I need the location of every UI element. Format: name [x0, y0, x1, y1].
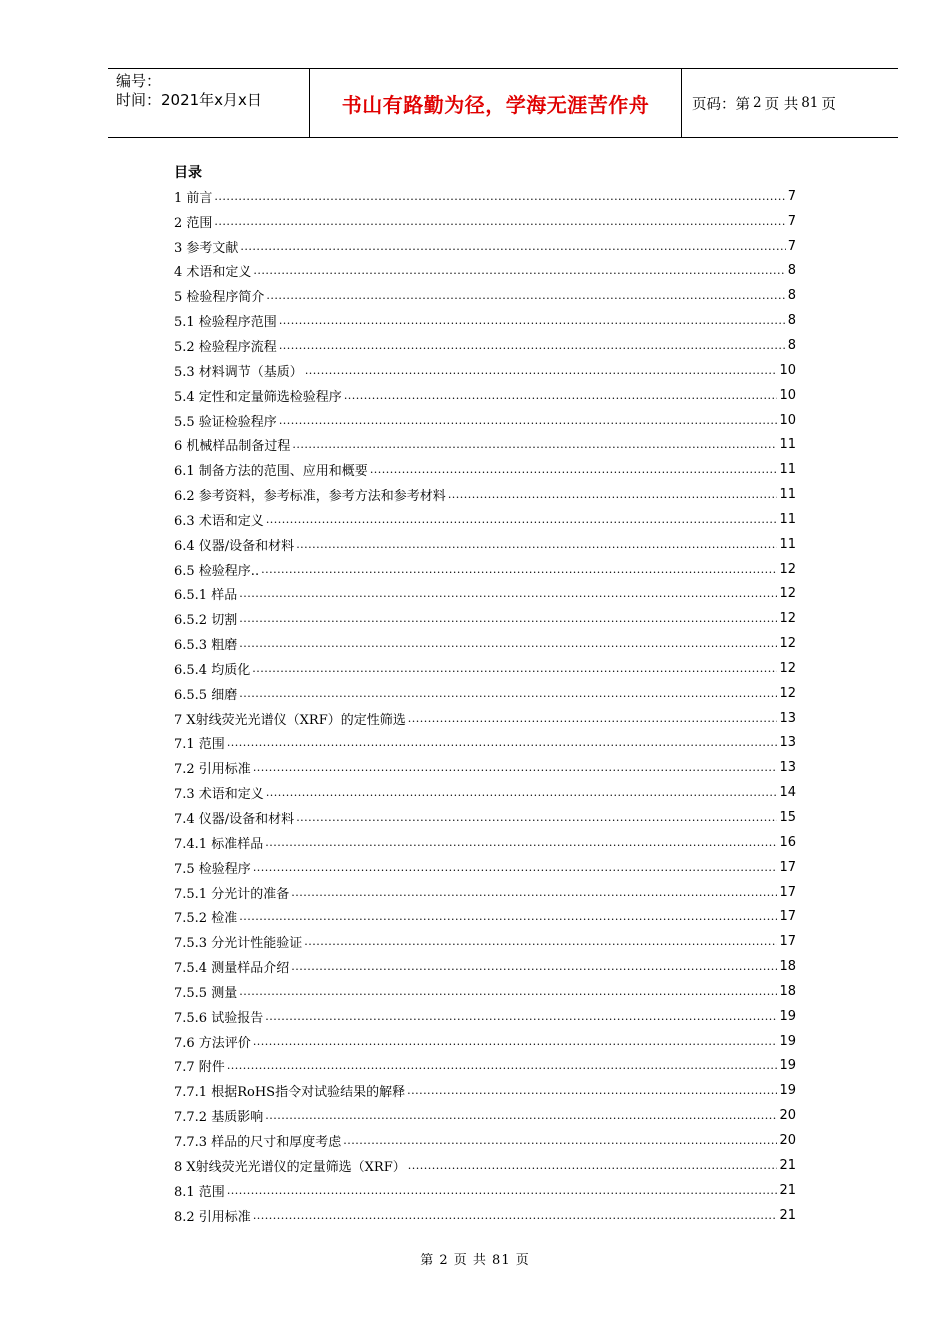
toc-leader-dots [448, 488, 778, 501]
toc-entry-page: 12 [779, 660, 796, 676]
toc-entry-title: 8.2 引用标准 [174, 1206, 253, 1225]
toc-leader-dots [305, 364, 778, 377]
toc-leader-dots [279, 339, 786, 352]
page-prefix: 页码：第 [692, 96, 750, 113]
table-of-contents [174, 184, 796, 1227]
toc-entry-title: 7.2 引用标准 [174, 758, 253, 777]
toc-entry-page: 11 [779, 437, 796, 453]
toc-entry-title: 6.5.2 切割 [174, 609, 239, 628]
toc-entry-page: 11 [779, 487, 796, 503]
toc-leader-dots [239, 910, 777, 923]
toc-entry[interactable] [174, 557, 796, 582]
toc-entry-page: 8 [787, 288, 796, 304]
toc-leader-dots [408, 712, 778, 725]
toc-entry-page: 11 [779, 536, 796, 552]
toc-entry[interactable] [174, 954, 796, 979]
toc-leader-dots [408, 1159, 778, 1172]
toc-entry-title: 7.5.1 分光计的准备 [174, 883, 291, 902]
toc-leader-dots [265, 1010, 777, 1023]
page-number: 2 [753, 95, 762, 111]
toc-entry[interactable] [174, 283, 796, 308]
toc-entry[interactable] [174, 482, 796, 507]
toc-entry-title: 7 X射线荧光光谱仪（XRF）的定性筛选 [174, 709, 408, 728]
toc-leader-dots [407, 1084, 777, 1097]
toc-entry[interactable] [174, 507, 796, 532]
toc-leader-dots [240, 240, 785, 253]
toc-leader-dots [239, 687, 777, 700]
toc-entry-title: 2 范围 [174, 212, 214, 231]
toc-entry[interactable] [174, 805, 796, 830]
toc-leader-dots [370, 463, 778, 476]
time-label: 时间：2021年x月x日 [116, 91, 262, 109]
toc-entry-page: 21 [779, 1157, 796, 1173]
toc-entry-title: 5 检验程序简介 [174, 286, 266, 305]
toc-entry-page: 19 [779, 1008, 796, 1024]
toc-leader-dots [265, 1109, 777, 1122]
toc-entry-title: 6.5 检验程序.. [174, 560, 261, 579]
header-page-info [692, 69, 836, 137]
toc-entry-title: 4 术语和定义 [174, 261, 253, 280]
toc-entry[interactable] [174, 830, 796, 855]
toc-entry-title: 7.1 范围 [174, 733, 227, 752]
toc-leader-dots [266, 786, 778, 799]
toc-entry-page: 19 [779, 1083, 796, 1099]
toc-leader-dots [214, 190, 785, 203]
toc-entry-page: 19 [779, 1058, 796, 1074]
toc-entry-page: 8 [787, 263, 796, 279]
toc-entry[interactable] [174, 880, 796, 905]
toc-entry-title: 1 前言 [174, 187, 214, 206]
toc-entry[interactable] [174, 731, 796, 756]
toc-entry-title: 6 机械样品制备过程 [174, 435, 292, 454]
toc-leader-dots [291, 886, 777, 899]
toc-leader-dots [253, 761, 778, 774]
toc-entry[interactable] [174, 383, 796, 408]
toc-entry-page: 15 [779, 810, 796, 826]
toc-entry-page: 12 [779, 685, 796, 701]
toc-entry-title: 7.7.2 基质影响 [174, 1106, 265, 1125]
toc-leader-dots [253, 1209, 778, 1222]
toc-entry-page: 20 [779, 1108, 796, 1124]
toc-entry-page: 18 [779, 983, 796, 999]
toc-entry-title: 7.5 检验程序 [174, 858, 253, 877]
toc-leader-dots [214, 215, 785, 228]
toc-entry[interactable] [174, 184, 796, 209]
toc-leader-dots [239, 587, 777, 600]
toc-entry-title: 7.5.4 测量样品介绍 [174, 957, 291, 976]
toc-entry-title: 7.4 仪器/设备和材料 [174, 808, 296, 827]
page-suffix: 页 [821, 96, 836, 113]
toc-entry-title: 6.1 制备方法的范围、应用和概要 [174, 460, 370, 479]
toc-entry-page: 20 [779, 1132, 796, 1148]
toc-entry[interactable] [174, 1103, 796, 1128]
toc-entry[interactable] [174, 1178, 796, 1203]
toc-title: 目录 [174, 165, 202, 181]
toc-entry[interactable] [174, 755, 796, 780]
toc-entry-page: 7 [787, 188, 796, 204]
toc-entry-title: 7.5.6 试验报告 [174, 1007, 265, 1026]
toc-entry-page: 13 [779, 760, 796, 776]
toc-entry[interactable] [174, 582, 796, 607]
toc-entry-title: 7.5.2 检准 [174, 907, 239, 926]
toc-entry-page: 12 [779, 561, 796, 577]
toc-leader-dots [279, 414, 778, 427]
toc-entry-title: 5.4 定性和定量筛选检验程序 [174, 386, 344, 405]
toc-leader-dots [239, 985, 777, 998]
toc-entry-title: 6.5.4 均质化 [174, 659, 252, 678]
toc-leader-dots [253, 861, 778, 874]
toc-entry[interactable] [174, 234, 796, 259]
toc-entry-page: 19 [779, 1033, 796, 1049]
toc-entry-title: 6.2 参考资料，参考标准，参考方法和参考材料 [174, 485, 448, 504]
toc-entry[interactable] [174, 432, 796, 457]
toc-entry-page: 17 [779, 884, 796, 900]
page-total: 81 [801, 95, 819, 111]
toc-entry[interactable] [174, 1029, 796, 1054]
toc-entry-title: 6.3 术语和定义 [174, 510, 266, 529]
toc-entry-page: 17 [779, 909, 796, 925]
toc-entry-page: 18 [779, 959, 796, 975]
toc-entry-title: 8.1 范围 [174, 1181, 227, 1200]
toc-entry-page: 21 [779, 1207, 796, 1223]
toc-entry[interactable] [174, 259, 796, 284]
toc-leader-dots [261, 563, 777, 576]
serial-label: 编号： [116, 72, 162, 90]
header-divider [681, 69, 682, 137]
toc-entry-page: 16 [779, 834, 796, 850]
toc-entry-title: 7.7.3 样品的尺寸和厚度考虑 [174, 1131, 343, 1150]
toc-leader-dots [304, 935, 777, 948]
toc-leader-dots [253, 1035, 778, 1048]
toc-entry[interactable] [174, 929, 796, 954]
toc-entry[interactable] [174, 457, 796, 482]
toc-entry[interactable] [174, 706, 796, 731]
toc-entry-page: 12 [779, 636, 796, 652]
toc-entry[interactable] [174, 1203, 796, 1228]
toc-entry-title: 7.3 术语和定义 [174, 783, 266, 802]
toc-entry-title: 6.5.5 细磨 [174, 684, 239, 703]
toc-entry-page: 12 [779, 611, 796, 627]
toc-entry-title: 7.6 方法评价 [174, 1032, 253, 1051]
toc-entry-title: 6.5.3 粗磨 [174, 634, 239, 653]
toc-entry-page: 7 [787, 238, 796, 254]
toc-leader-dots [266, 289, 785, 302]
toc-entry-page: 14 [779, 785, 796, 801]
page-header [108, 68, 898, 138]
page-mid: 页 共 [764, 96, 799, 113]
toc-entry[interactable] [174, 656, 796, 681]
toc-leader-dots [227, 1059, 778, 1072]
toc-entry-title: 5.5 验证检验程序 [174, 411, 279, 430]
toc-leader-dots [296, 811, 777, 824]
toc-entry-page: 11 [779, 511, 796, 527]
toc-entry-page: 8 [787, 313, 796, 329]
toc-entry[interactable] [174, 1153, 796, 1178]
toc-entry-page: 17 [779, 934, 796, 950]
toc-entry-title: 5.2 检验程序流程 [174, 336, 279, 355]
toc-entry[interactable] [174, 209, 796, 234]
toc-entry[interactable] [174, 606, 796, 631]
toc-entry-title: 7.7 附件 [174, 1056, 227, 1075]
toc-entry[interactable] [174, 333, 796, 358]
toc-entry[interactable] [174, 780, 796, 805]
toc-leader-dots [253, 264, 785, 277]
toc-entry-page: 10 [779, 412, 796, 428]
toc-leader-dots [227, 1184, 778, 1197]
toc-entry-page: 8 [787, 337, 796, 353]
toc-entry-title: 7.5.5 测量 [174, 982, 239, 1001]
header-meta [116, 72, 262, 110]
toc-entry-title: 5.3 材料调节（基质） [174, 361, 305, 380]
toc-entry[interactable] [174, 1054, 796, 1079]
toc-entry-title: 7.7.1 根据RoHS指令对试验结果的解释 [174, 1081, 407, 1100]
toc-entry[interactable] [174, 358, 796, 383]
toc-leader-dots [279, 314, 786, 327]
toc-leader-dots [265, 836, 777, 849]
toc-leader-dots [343, 1134, 777, 1147]
toc-leader-dots [266, 513, 778, 526]
toc-entry-title: 8 X射线荧光光谱仪的定量筛选（XRF） [174, 1156, 408, 1175]
toc-entry-page: 10 [779, 387, 796, 403]
toc-leader-dots [239, 612, 777, 625]
toc-entry[interactable] [174, 1078, 796, 1103]
toc-leader-dots [239, 637, 777, 650]
toc-entry[interactable] [174, 904, 796, 929]
toc-entry-title: 3 参考文献 [174, 237, 240, 256]
toc-leader-dots [227, 736, 778, 749]
toc-entry-page: 17 [779, 859, 796, 875]
toc-entry-title: 5.1 检验程序范围 [174, 311, 279, 330]
toc-leader-dots [252, 662, 777, 675]
toc-entry-page: 11 [779, 462, 796, 478]
toc-entry-title: 7.5.3 分光计性能验证 [174, 932, 304, 951]
toc-leader-dots [296, 538, 777, 551]
toc-entry[interactable] [174, 408, 796, 433]
toc-entry[interactable] [174, 681, 796, 706]
toc-leader-dots [292, 438, 777, 451]
toc-entry[interactable] [174, 532, 796, 557]
toc-entry[interactable] [174, 1004, 796, 1029]
page-footer: 第 2 页 共 81 页 [420, 1253, 530, 1268]
toc-entry-title: 6.5.1 样品 [174, 584, 239, 603]
toc-entry-page: 7 [787, 213, 796, 229]
toc-entry-page: 13 [779, 735, 796, 751]
toc-entry[interactable] [174, 1128, 796, 1153]
toc-entry-page: 13 [779, 710, 796, 726]
toc-entry-title: 7.4.1 标准样品 [174, 833, 265, 852]
toc-entry-page: 21 [779, 1182, 796, 1198]
header-motto: 书山有路勤为径，学海无涯苦作舟 [341, 92, 650, 117]
toc-entry-page: 10 [779, 362, 796, 378]
toc-leader-dots [344, 389, 778, 402]
toc-entry[interactable] [174, 855, 796, 880]
toc-entry[interactable] [174, 631, 796, 656]
toc-entry-page: 12 [779, 586, 796, 602]
toc-entry[interactable] [174, 308, 796, 333]
toc-entry[interactable] [174, 979, 796, 1004]
toc-entry-title: 6.4 仪器/设备和材料 [174, 535, 296, 554]
toc-leader-dots [291, 960, 777, 973]
